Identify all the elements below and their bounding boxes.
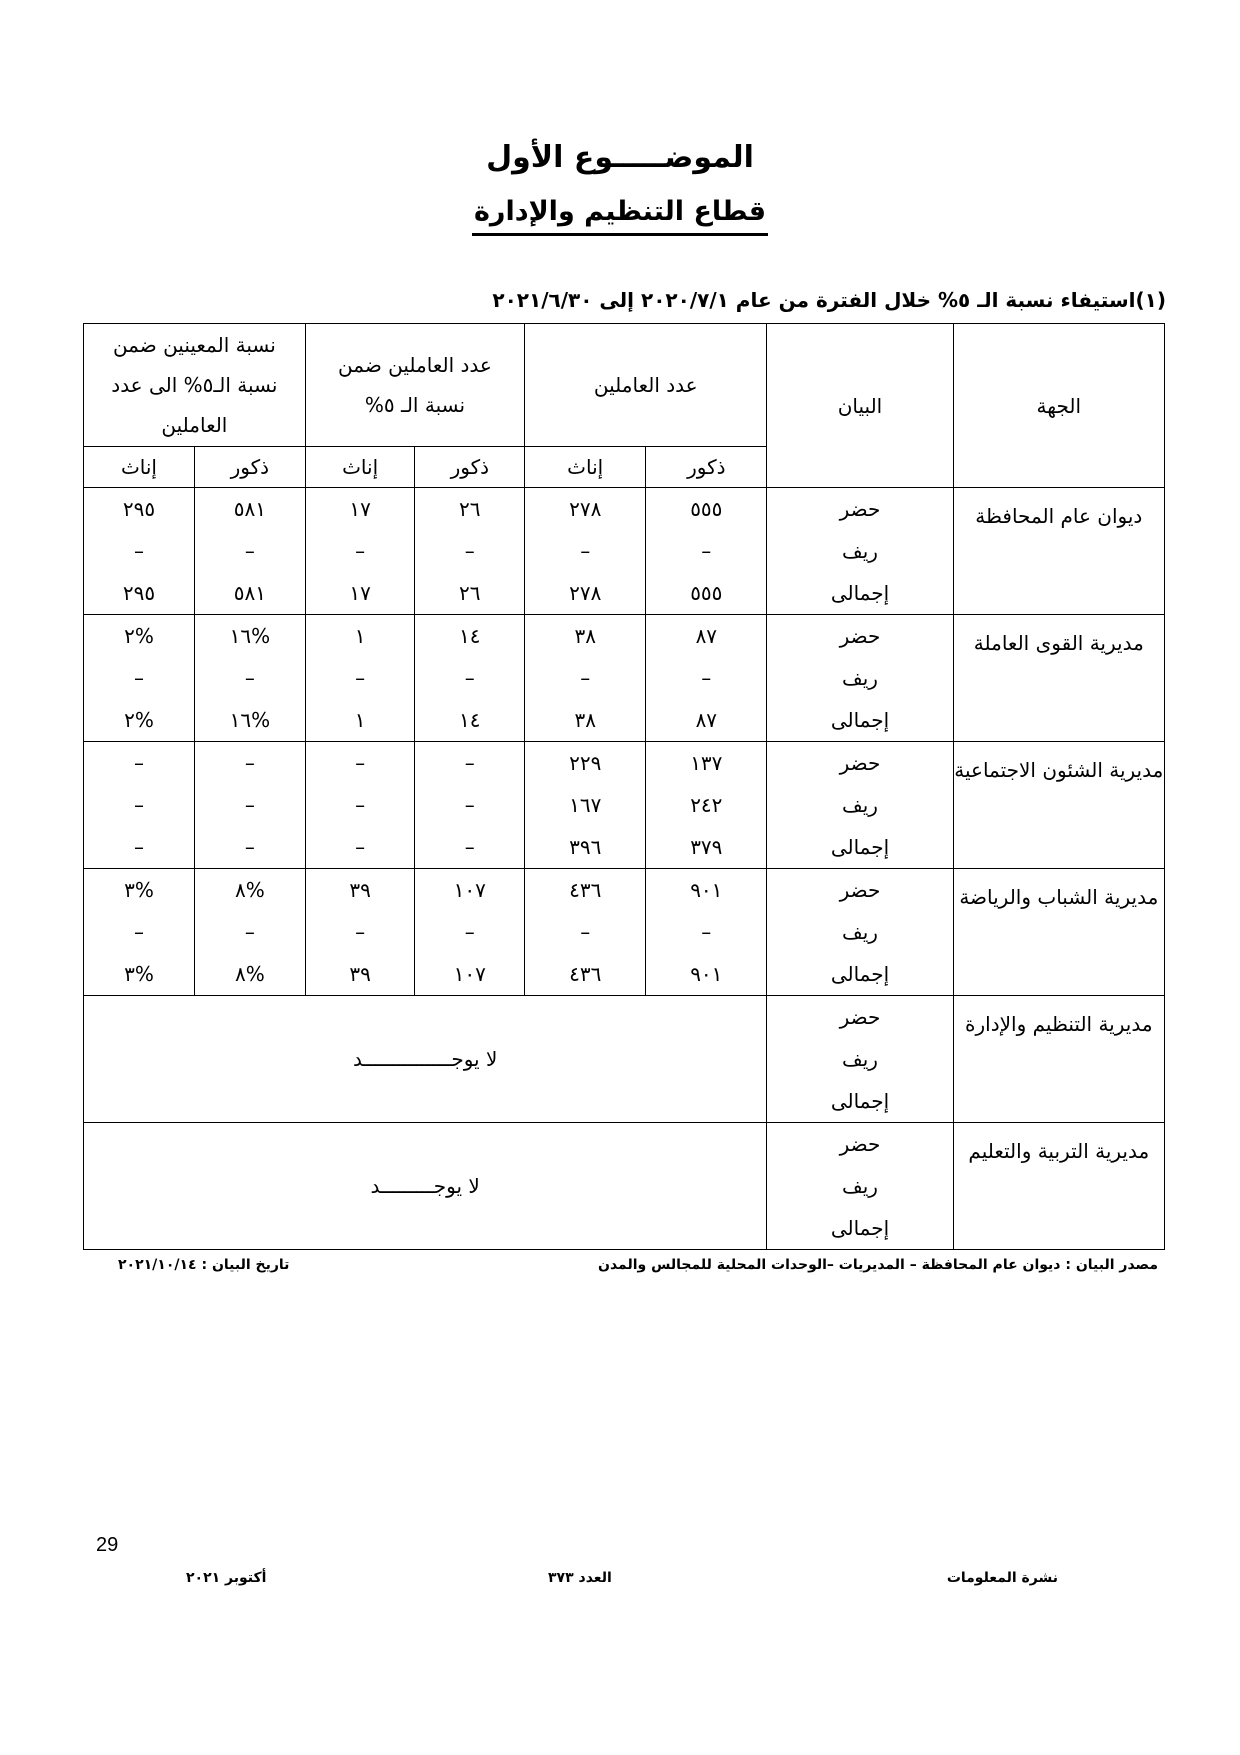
value-cell: ٥٥٥: [646, 572, 767, 615]
statement-cell: ريف: [767, 911, 953, 953]
value-cell: –: [415, 911, 525, 953]
value-cell: –: [415, 530, 525, 572]
value-cell: ١٧: [305, 488, 415, 531]
value-cell: ١: [305, 699, 415, 742]
value-cell: ٢٦: [415, 488, 525, 531]
agency-cell: مديرية التربية والتعليم: [953, 1122, 1164, 1249]
value-cell: ٣٩: [305, 953, 415, 996]
section-subtitle: [0, 196, 1240, 227]
value-cell: –: [194, 530, 305, 572]
value-cell: –: [194, 911, 305, 953]
table-row: [84, 741, 1165, 784]
value-cell: –: [646, 911, 767, 953]
not-available-cell: لا يوجـــــــــد: [84, 1122, 767, 1249]
value-cell: %١٦: [194, 614, 305, 657]
statement-cell: إجمالى: [767, 1207, 953, 1250]
value-cell: –: [84, 911, 195, 953]
statement-cell: حضر: [767, 1122, 953, 1165]
data-source: مصدر البيان : ديوان عام المحافظة – المديريات –الوحدات المحلية للمجالس والمدن: [598, 1257, 1158, 1273]
statement-cell: ريف: [767, 657, 953, 699]
page-number: 29: [96, 1534, 119, 1556]
statement-cell: إجمالى: [767, 1080, 953, 1123]
statement-cell: إجمالى: [767, 826, 953, 869]
value-cell: %١٦: [194, 699, 305, 742]
table-row: [84, 614, 1165, 657]
footer-month: أكتوبر ٢٠٢١: [186, 1570, 267, 1586]
value-cell: ١٠٧: [415, 953, 525, 996]
value-cell: –: [305, 741, 415, 784]
header-male: ذكور: [646, 447, 767, 488]
agency-cell: مديرية التنظيم والإدارة: [953, 995, 1164, 1122]
header-workers-5pct: عدد العاملين ضمن نسبة الـ ٥%: [305, 324, 524, 447]
page-title: الموضـــــوع الأول: [486, 140, 754, 175]
value-cell: –: [194, 657, 305, 699]
value-cell: –: [646, 530, 767, 572]
table-row: [84, 1122, 1165, 1165]
value-cell: ٥٨١: [194, 572, 305, 615]
statement-cell: إجمالى: [767, 572, 953, 615]
value-cell: ٣٩: [305, 868, 415, 911]
statement-cell: حضر: [767, 741, 953, 784]
value-cell: ٢٤٢: [646, 784, 767, 826]
value-cell: ٣٨: [525, 614, 646, 657]
statement-cell: حضر: [767, 488, 953, 531]
not-available-cell: لا يوجـــــــــــــــد: [84, 995, 767, 1122]
table-row: [84, 488, 1165, 531]
value-cell: ٨٧: [646, 699, 767, 742]
value-cell: –: [415, 784, 525, 826]
value-cell: ٢٧٨: [525, 488, 646, 531]
data-table: [83, 323, 1165, 1250]
data-date: تاريخ البيان : ٢٠٢١/١٠/١٤: [118, 1257, 290, 1273]
section-subtitle-text: قطاع التنظيم والإدارة: [472, 196, 768, 236]
header-appointed-ratio: نسبة المعينين ضمن نسبة الـ٥% الى عدد العاملين: [84, 324, 306, 447]
statement-cell: ريف: [767, 530, 953, 572]
value-cell: ١: [305, 614, 415, 657]
table-row: [84, 868, 1165, 911]
agency-cell: مديرية الشئون الاجتماعية: [953, 741, 1164, 868]
header-male: ذكور: [415, 447, 525, 488]
agency-cell: مديرية الشباب والرياضة: [953, 868, 1164, 995]
value-cell: –: [84, 784, 195, 826]
value-cell: %٢: [84, 699, 195, 742]
value-cell: –: [305, 911, 415, 953]
value-cell: –: [646, 657, 767, 699]
value-cell: ١٤: [415, 699, 525, 742]
statement-cell: حضر: [767, 614, 953, 657]
value-cell: ١٠٧: [415, 868, 525, 911]
table-caption: (١)استيفاء نسبة الـ ٥% خلال الفترة من عام ٢٠٢٠/٧/١ إلى ٢٠٢١/٦/٣٠: [492, 288, 1166, 312]
agency-cell: ديوان عام المحافظة: [953, 488, 1164, 615]
statement-cell: إجمالى: [767, 953, 953, 996]
value-cell: –: [84, 741, 195, 784]
value-cell: ٤٣٦: [525, 953, 646, 996]
value-cell: –: [525, 657, 646, 699]
value-cell: –: [415, 657, 525, 699]
value-cell: –: [525, 530, 646, 572]
statement-cell: ريف: [767, 1038, 953, 1080]
footer-issue: العدد ٣٧٣: [548, 1570, 612, 1586]
value-cell: ١٦٧: [525, 784, 646, 826]
value-cell: ٥٨١: [194, 488, 305, 531]
value-cell: ٩٠١: [646, 953, 767, 996]
table-body: [84, 488, 1165, 1250]
statement-cell: إجمالى: [767, 699, 953, 742]
statement-cell: ريف: [767, 1165, 953, 1207]
value-cell: –: [415, 826, 525, 869]
agency-cell: مديرية القوى العاملة: [953, 614, 1164, 741]
value-cell: –: [84, 657, 195, 699]
header-workers: عدد العاملين: [525, 324, 767, 447]
value-cell: ٩٠١: [646, 868, 767, 911]
value-cell: %٣: [84, 953, 195, 996]
value-cell: –: [305, 826, 415, 869]
value-cell: %٢: [84, 614, 195, 657]
value-cell: ٤٣٦: [525, 868, 646, 911]
value-cell: ١٤: [415, 614, 525, 657]
value-cell: –: [305, 657, 415, 699]
header-female: إناث: [84, 447, 195, 488]
table-row: [84, 995, 1165, 1038]
value-cell: –: [194, 784, 305, 826]
value-cell: –: [84, 826, 195, 869]
value-cell: ٨٧: [646, 614, 767, 657]
value-cell: ٢٧٨: [525, 572, 646, 615]
value-cell: –: [305, 530, 415, 572]
value-cell: –: [194, 741, 305, 784]
value-cell: %٨: [194, 953, 305, 996]
value-cell: %٨: [194, 868, 305, 911]
value-cell: –: [525, 911, 646, 953]
value-cell: –: [415, 741, 525, 784]
value-cell: ٣٨: [525, 699, 646, 742]
value-cell: %٣: [84, 868, 195, 911]
value-cell: –: [305, 784, 415, 826]
footer-publication: نشرة المعلومات: [946, 1570, 1058, 1586]
header-female: إناث: [305, 447, 415, 488]
value-cell: ١٣٧: [646, 741, 767, 784]
header-agency: الجهة: [953, 324, 1164, 488]
value-cell: ٢٢٩: [525, 741, 646, 784]
value-cell: ٣٧٩: [646, 826, 767, 869]
value-cell: –: [194, 826, 305, 869]
statement-cell: ريف: [767, 784, 953, 826]
statement-cell: حضر: [767, 995, 953, 1038]
value-cell: ٢٩٥: [84, 572, 195, 615]
header-male: ذكور: [194, 447, 305, 488]
header-female: إناث: [525, 447, 646, 488]
value-cell: ٢٩٥: [84, 488, 195, 531]
statement-cell: حضر: [767, 868, 953, 911]
value-cell: –: [84, 530, 195, 572]
value-cell: ٣٩٦: [525, 826, 646, 869]
value-cell: ٢٦: [415, 572, 525, 615]
value-cell: ١٧: [305, 572, 415, 615]
value-cell: ٥٥٥: [646, 488, 767, 531]
header-statement: البيان: [767, 324, 953, 488]
